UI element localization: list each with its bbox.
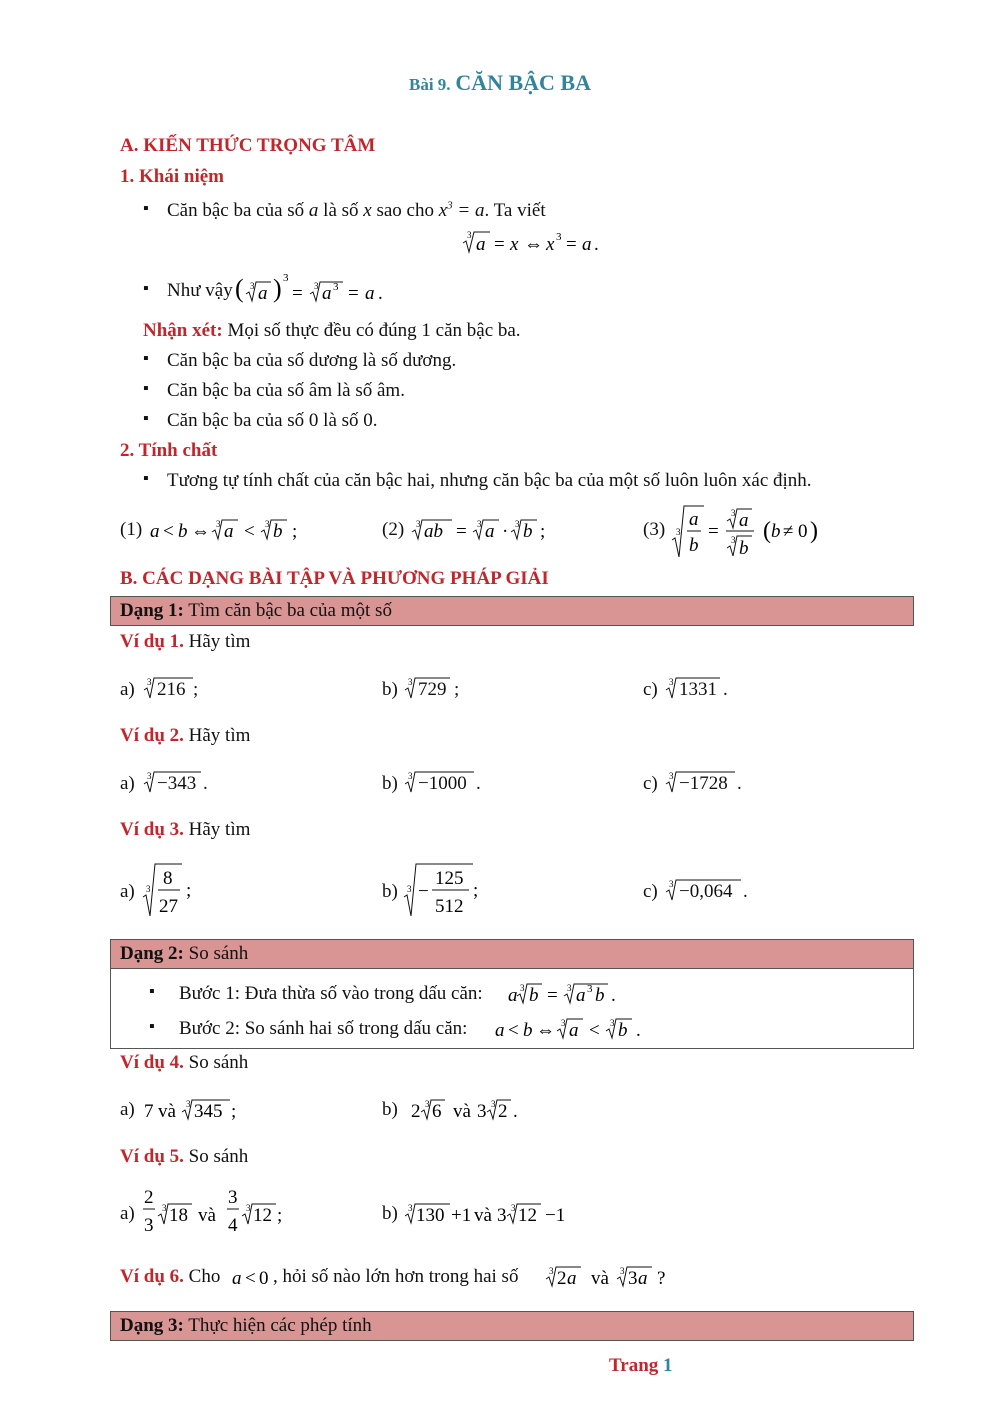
svg-text:(: ( [763,518,771,544]
svg-text:và: và [198,1205,216,1226]
nhan-xet: Nhận xét: Mọi số thực đều có đúng 1 căn bậc ba. [143,320,521,341]
item-label-a: a) [120,1203,135,1224]
svg-text:=: = [348,283,359,304]
svg-text:0: 0 [259,1268,269,1289]
svg-text:b: b [739,538,749,559]
svg-text:+1: +1 [451,1205,472,1226]
svg-text:≠: ≠ [783,521,794,542]
property-3-label: (3) [643,519,666,540]
vi-du-2: Ví dụ 2. Hãy tìm [120,725,251,746]
item-label-a: a) [120,773,135,794]
vd5-item-b [404,1194,584,1228]
item-label-b: b) [382,881,398,902]
svg-text:8: 8 [163,868,173,889]
page-title [0,70,1000,96]
svg-text:b: b [273,521,283,542]
svg-text:=: = [708,521,719,542]
svg-text:130: 130 [416,1205,445,1226]
svg-text:3: 3 [283,272,289,284]
formula-x3-eq-a: $x^3 = a$ [438,200,485,222]
item-label-a: a) [120,1099,135,1120]
svg-text:x: x [546,234,555,255]
svg-text:a: a [232,1268,242,1289]
tinh-chat-bullet: ▪ Tương tự tính chất của căn bậc hai, nhưng căn bậc ba của một số luôn luôn xác định. [143,470,812,492]
svg-text:.: . [636,1020,641,1041]
svg-text:3: 3 [628,1268,638,1289]
svg-text:a: a [485,521,495,542]
svg-text:3: 3 [669,677,674,687]
svg-text:⇔: ⇔ [524,234,543,255]
svg-text:2: 2 [411,1101,421,1122]
svg-text:3: 3 [676,527,681,537]
title-main: CĂN BẬC BA [455,70,591,95]
item-label-b: b) [382,773,398,794]
svg-text:3: 3 [265,519,270,529]
svg-text:a: a [476,234,486,255]
svg-text:a: a [638,1268,648,1289]
svg-text:): ) [273,274,282,303]
svg-text:<: < [163,521,174,542]
svg-text:?: ? [657,1268,666,1289]
svg-text:;: ; [540,521,546,542]
svg-text:512: 512 [435,896,464,917]
svg-text:3: 3 [146,884,151,894]
svg-text:2: 2 [144,1187,154,1208]
svg-text:3: 3 [731,535,736,545]
svg-text:⇔: ⇔ [191,521,210,542]
dang-3-box: Dạng 3: Thực hiện các phép tính [110,1311,914,1341]
svg-text:a: a [495,1020,505,1041]
svg-text:.: . [513,1101,518,1122]
svg-text:3: 3 [162,1203,167,1213]
svg-text:ab: ab [424,521,443,542]
svg-text:3: 3 [216,519,221,529]
buoc-1: ▪ Bước 1: Đưa thừa số vào trong dấu căn: [149,983,483,1004]
svg-text:3: 3 [228,1187,238,1208]
svg-text:và: và [591,1268,609,1289]
svg-text:4: 4 [228,1215,238,1236]
subheading-khai-niem: 1. Khái niệm [120,166,224,187]
svg-text:.: . [611,985,616,1006]
svg-text:=: = [547,985,558,1006]
vd4-item-a [142,1090,252,1124]
definition-bullet: ▪ Căn bậc ba của số a là số x sao cho $x^3 = a$. Ta viết [143,200,546,222]
subheading-tinh-chat: 2. Tính chất [120,440,218,461]
svg-text:a: a [224,521,234,542]
svg-text:<: < [245,1268,256,1289]
svg-text:=: = [456,521,467,542]
svg-text:a: a [569,1020,579,1041]
svg-text:18: 18 [169,1205,188,1226]
svg-text:b: b [595,985,605,1006]
svg-text:=: = [292,283,303,304]
page-footer: Trang 1 [609,1355,673,1376]
list-item: ▪ Căn bậc ba của số dương là số dương. [143,350,456,372]
svg-text:.: . [594,234,599,255]
svg-text:3: 3 [567,983,572,993]
svg-text:(: ( [235,274,244,303]
vi-du-3: Ví dụ 3. Hãy tìm [120,819,251,840]
svg-text:3: 3 [587,983,593,995]
svg-text:a: a [689,509,699,530]
svg-text:−: − [418,881,429,902]
svg-text:2: 2 [557,1268,567,1289]
svg-text:0: 0 [798,521,808,542]
svg-text:3: 3 [669,771,674,781]
item-label-c: c) [643,881,658,902]
svg-text:3: 3 [186,1099,191,1109]
svg-text:và: và [474,1205,492,1226]
svg-text:3: 3 [408,677,413,687]
buoc-1-formula [508,974,628,1008]
svg-text:3: 3 [669,879,674,889]
section-a-heading: A. KIẾN THỨC TRỌNG TÂM [120,135,376,156]
svg-text:3: 3 [314,281,319,291]
svg-text:12: 12 [253,1205,272,1226]
property-2-formula [408,510,558,544]
svg-text:a: a [576,985,586,1006]
vd5-item-a [142,1184,292,1240]
property-1-formula [148,510,318,544]
svg-text:·: · [502,521,509,542]
svg-text:2: 2 [498,1101,508,1122]
svg-text:.: . [378,283,383,304]
title-prefix: Bài 9. [409,75,451,94]
svg-text:<: < [244,521,255,542]
svg-text:3: 3 [147,771,152,781]
svg-text:và: và [453,1101,471,1122]
svg-text:;: ; [277,1205,283,1226]
item-label-a: a) [120,881,135,902]
svg-text:3: 3 [556,231,562,243]
svg-text:−1: −1 [545,1205,566,1226]
svg-text:27: 27 [159,896,178,917]
cube-root-definition-formula [460,228,620,258]
property-1-label: (1) [120,519,143,540]
svg-text:3: 3 [520,983,525,993]
svg-text:<: < [508,1020,519,1041]
svg-text:x: x [510,234,519,255]
property-3-formula [670,500,830,562]
svg-text:a: a [508,985,518,1006]
vd3-item-b [403,860,493,920]
svg-text:a: a [322,283,332,304]
svg-text:3: 3 [467,230,472,240]
svg-text:3: 3 [731,508,736,518]
svg-text:6: 6 [432,1101,442,1122]
svg-text:3: 3 [477,519,482,529]
svg-text:3: 3 [620,1266,625,1276]
svg-text:b: b [689,535,699,556]
svg-text:7: 7 [144,1101,154,1122]
list-item: ▪ Căn bậc ba của số 0 là số 0. [143,410,378,432]
buoc-2: ▪ Bước 2: So sánh hai số trong dấu căn: [149,1018,468,1039]
svg-text:3: 3 [610,1018,615,1028]
item-label-c: c) [643,773,658,794]
svg-text:=: = [566,234,577,255]
svg-text:a: a [258,283,268,304]
svg-text:và: và [158,1101,176,1122]
list-item: ▪ Căn bậc ba của số âm là số âm. [143,380,405,402]
item-label-a: a) [120,679,135,700]
item-label-b: b) [382,1203,398,1224]
nhu-vay-bullet: ▪ Như vậy [143,280,233,302]
vi-du-1: Ví dụ 1. Hãy tìm [120,631,251,652]
buoc-2-formula [493,1009,653,1043]
svg-text:3: 3 [407,884,412,894]
svg-text:;: ; [186,880,192,901]
svg-text:b: b [529,985,539,1006]
dang-2-method-box [110,968,914,1049]
svg-text:a: a [739,510,749,531]
vi-du-6: Ví dụ 6. Cho [120,1266,221,1287]
svg-text:3: 3 [477,1101,487,1122]
svg-text:3: 3 [515,519,520,529]
svg-text:3: 3 [147,677,152,687]
svg-text:3: 3 [416,519,421,529]
svg-text:3: 3 [561,1018,566,1028]
svg-text:3: 3 [511,1203,516,1213]
svg-text:;: ; [292,521,298,542]
svg-text:a: a [567,1268,577,1289]
svg-text:b: b [523,521,533,542]
vi-du-5: Ví dụ 5. So sánh [120,1146,249,1167]
svg-text:=: = [494,234,505,255]
svg-text:3: 3 [250,281,255,291]
svg-text:3: 3 [144,1215,154,1236]
svg-text:345: 345 [194,1101,223,1122]
item-label-c: c) [643,679,658,700]
svg-text:a: a [150,521,160,542]
svg-text:3: 3 [408,1203,413,1213]
svg-text:b: b [178,521,188,542]
svg-text:12: 12 [518,1205,537,1226]
vd4-item-b [409,1090,529,1124]
svg-text:3: 3 [497,1205,507,1226]
vi-du-4: Ví dụ 4. So sánh [120,1052,249,1073]
svg-text:;: ; [231,1101,237,1122]
item-label-b: b) [382,679,398,700]
vd6-question-text: , hỏi số nào lớn hơn trong hai số [273,1266,519,1287]
section-b-heading: B. CÁC DẠNG BÀI TẬP VÀ PHƯƠNG PHÁP GIẢI [120,568,549,589]
property-2-label: (2) [382,519,405,540]
dang-1-box: Dạng 1: Tìm căn bậc ba của một số [110,596,914,626]
svg-text:a: a [365,283,375,304]
svg-text:3: 3 [408,771,413,781]
svg-text:125: 125 [435,868,464,889]
svg-text:;: ; [473,880,479,901]
svg-text:3: 3 [491,1099,496,1109]
svg-text:b: b [618,1020,628,1041]
svg-text:3: 3 [425,1099,430,1109]
svg-text:<: < [589,1020,600,1041]
svg-text:3: 3 [246,1203,251,1213]
svg-text:a: a [582,234,592,255]
svg-text:3: 3 [333,281,339,293]
cube-root-identity-formula [235,268,395,306]
svg-text:3: 3 [549,1266,554,1276]
svg-text:): ) [810,518,818,544]
vd3-item-a [142,860,202,920]
item-label-b: b) [382,1099,398,1120]
svg-text:b: b [523,1020,533,1041]
svg-text:b: b [771,521,781,542]
svg-text:⇔: ⇔ [536,1020,555,1041]
dang-2-box: Dạng 2: So sánh [110,939,914,969]
